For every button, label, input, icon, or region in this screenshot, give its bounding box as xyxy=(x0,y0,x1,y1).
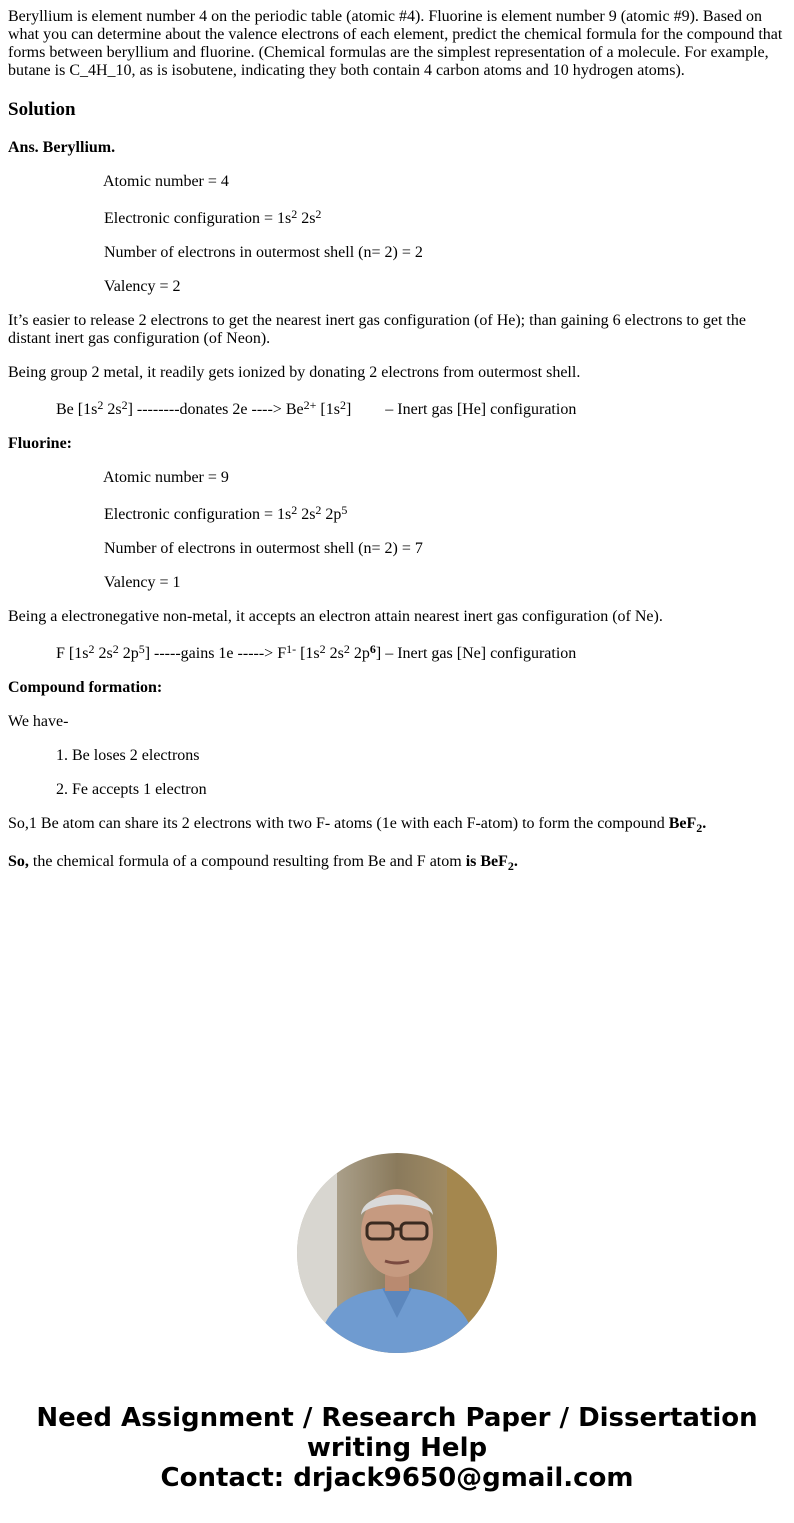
compound-explanation: So,1 Be atom can share its 2 electrons with two F- atoms (1e with each F-atom) to form the compound BeF$_2$. xyxy=(8,815,707,835)
solution-heading: Solution xyxy=(8,99,76,120)
be-atomic-number: Atomic number = 4 xyxy=(103,173,229,190)
beryllium-heading: Ans. Beryllium. xyxy=(8,139,116,156)
f-valency: Valency = 1 xyxy=(104,574,181,591)
be-electronic-configuration: Electronic configuration = $1s^2$ $2s^2$ xyxy=(104,207,322,227)
question-text: Beryllium is element number 4 on the periodic table (atomic #4). Fluorine is element number 9 (atomic #9). Based on what you can determine about the valence electrons of each element, predict the chemical formula for the compound that forms between beryllium and fluorine. (Chemical formulas are the simplest representation of a molecule. For example, butane is C_4H_10, as is isobutene, indicating they both contain 4 carbon atoms and 10 hydrogen atoms). xyxy=(8,8,783,79)
list-item: 2. Fe accepts 1 electron xyxy=(56,781,207,798)
be-group-note: Being group 2 metal, it readily gets ionized by donating 2 electrons from outermost shell. xyxy=(8,364,581,381)
fluorine-heading: Fluorine: xyxy=(8,435,72,452)
promo-line-1: Need Assignment / Research Paper / Dissertation xyxy=(36,1403,758,1433)
conclusion: So, the chemical formula of a compound resulting from Be and F atom is BeF$_2$. xyxy=(8,853,518,873)
be-valency: Valency = 2 xyxy=(104,278,181,295)
promo-line-2: writing Help xyxy=(306,1433,488,1463)
be-outer-electrons: Number of electrons in outermost shell (n= 2) = 2 xyxy=(104,244,423,261)
avatar xyxy=(297,1153,497,1353)
f-explanation: Being a electronegative non-metal, it accepts an electron attain nearest inert gas configuration (of Ne). xyxy=(8,608,663,625)
f-outer-electrons: Number of electrons in outermost shell (n= 2) = 7 xyxy=(104,540,423,557)
be-explanation: It’s easier to release 2 electrons to get the nearest inert gas configuration (of He); than gaining 6 electrons to get the distant inert gas configuration (of Neon). xyxy=(8,312,746,347)
f-electronic-configuration: Electronic configuration = $1s^2$ $2s^2$ $2p^5$ xyxy=(104,503,348,523)
list-item: 1. Be loses 2 electrons xyxy=(56,747,200,764)
be-ionization-equation: Be [$1s^2$ $2s^2$] --------donates 2e ----> $Be^{2+}$ $[1s^2]$ – Inert gas [He] configuration xyxy=(56,398,577,418)
compound-heading: Compound formation: xyxy=(8,679,163,696)
promo-contact: Contact: drjack9650@gmail.com xyxy=(160,1463,634,1493)
document-body xyxy=(8,8,786,887)
f-atomic-number: Atomic number = 9 xyxy=(103,469,229,486)
promo-footer xyxy=(0,1403,794,1493)
compound-intro: We have- xyxy=(8,713,69,730)
f-ionization-equation: F [$1s^2$ $2s^2$ $2p^5$] -----gains 1e -----> $F^{1-}$ [$1s^2$ $2s^2$ $2p^6$] – Inert gas [Ne] configuration xyxy=(56,642,577,662)
